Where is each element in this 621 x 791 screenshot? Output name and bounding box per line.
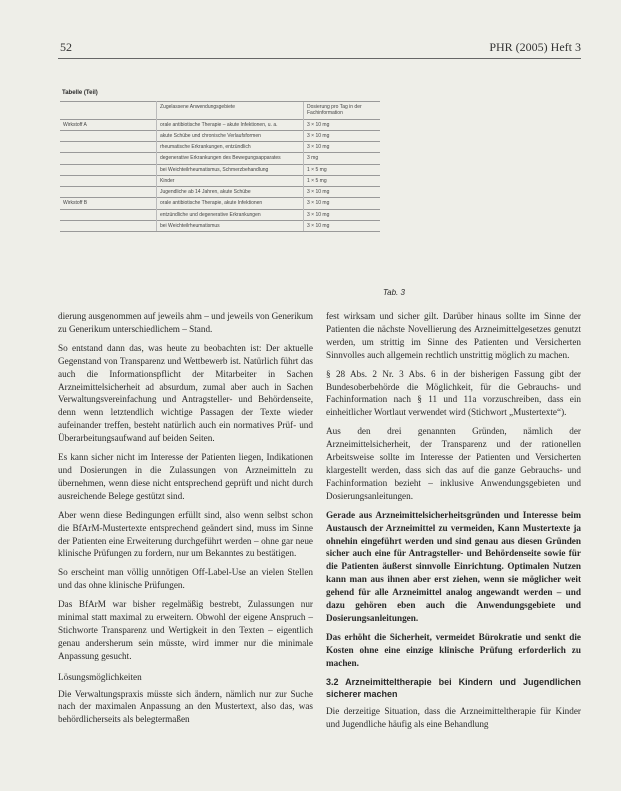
- table-header-indications: Zugelassene Anwendungsgebiete: [157, 102, 304, 120]
- table-cell: [60, 209, 157, 220]
- table-row: [60, 164, 380, 175]
- paragraph: § 28 Abs. 2 Nr. 3 Abs. 6 in der bisherigen Fassung gibt der Bundesoberbehörde die Möglichkeit, für die Gebrauchs- und Fachinformation nach § 11 und 11a vorzuschreiben, dass ein einheitlicher Wortlaut verwendet wird (Stichwort „Mustertexte“).: [326, 368, 581, 418]
- table-cell: rheumatische Erkrankungen, entzündlich: [157, 142, 304, 153]
- paragraph: Das BfArM war bisher regelmäßig bestrebt, Zulassungen nur minimal statt maximal zu erweitern. Obwohl der eigene Anspruch – Stichworte Transparenz und Wertigkeit in den Texten – eigentlich genau andersherum sein müsste, wird immer nur die minimale Anpassung gesucht.: [58, 599, 313, 661]
- paragraph: Die derzeitige Situation, dass die Arzneimitteltherapie für Kinder und Jugendliche häufig als eine Behandlung: [326, 706, 581, 730]
- dosage-table: [60, 101, 380, 232]
- table-header-row: [60, 102, 380, 120]
- table-cell: 3 × 10 mg: [304, 130, 381, 141]
- table-cell: 3 mg: [304, 153, 381, 164]
- left-column: [58, 310, 313, 732]
- table-cell: [60, 175, 157, 186]
- table-cell: orale antibiotische Therapie, akute Infektionen: [157, 198, 304, 209]
- paragraph: So entstand dann das, was heute zu beobachten ist: Der aktuelle Gegenstand von Transparenz und Wettbewerb ist. Natürlich führt das auch die Informationspflicht der Mitarbeiter in Sachen Arzneimittelsicherheit ad absurdum, zumal aber auch in Sachen Verwaltungsvereinfachung und Antragsteller- und Behördenseite, denn wenn letztendlich wichtige Passagen der Texte wieder aufeinander treffen, besteht natürlich auch ein normatives Prüf- und Überarbeitungsaufwand auf beiden Seiten.: [58, 342, 313, 444]
- table-cell: 3 × 10 mg: [304, 119, 381, 130]
- table-cell: [60, 142, 157, 153]
- paragraph: So erscheint man völlig unnötigen Off-Label-Use an vielen Stellen und das ohne klinische Prüfungen.: [58, 567, 313, 591]
- table-cell: 3 × 10 mg: [304, 142, 381, 153]
- table-cell: bei Weichteilrheumatismus, Schmerzbehandlung: [157, 164, 304, 175]
- table-cell: 3 × 10 mg: [304, 209, 381, 220]
- table-row: [60, 187, 380, 198]
- table-cell: [60, 164, 157, 175]
- paragraph: Es kann sicher nicht im Interesse der Patienten liegen, Indikationen und Dosierungen in die Zulassungen von Arzneimitteln zu übernehmen, wenn diese nicht entsprechend geprüft und nicht durch ausreichende Belege gestützt sind.: [58, 452, 313, 501]
- bold-paragraph: Das erhöht die Sicherheit, vermeidet Bürokratie und senkt die Kosten ohne eine einzige klinische Prüfung erforderlich zu machen.: [326, 631, 581, 668]
- section-heading: Lösungsmöglichkeiten: [58, 671, 142, 682]
- table-cell: 3 × 10 mg: [304, 220, 381, 231]
- table-row: [60, 175, 380, 186]
- table-label: Tab. 3: [383, 288, 405, 297]
- table-cell: bei Weichteilrheumatismus: [157, 220, 304, 231]
- table-row: [60, 153, 380, 164]
- bold-paragraph: Gerade aus Arzneimittelsicherheitsgründen und Interesse beim Austausch der Arzneimittel zu vermeiden, Kann Mustertexte ja ohnehin eingeführt werden und sind genau aus diesen Gründen sicher auch eine für Antragsteller- und Behördenseite sowie für die Patienten äußerst sinnvolle Einrichtung. Optimalen Nutzen kann man aus ihnen aber erst ziehen, wenn sie möglicher weit gehend für alle Arzneimittel analog angewandt werden – und dazu gehören eben auch die Anwendungsgebiete und Dosierungsanleitungen.: [326, 509, 581, 623]
- header-rule: [58, 58, 581, 59]
- table-cell: akute Schübe und chronische Verlaufsformen: [157, 130, 304, 141]
- table-cell: Kinder: [157, 175, 304, 186]
- table-cell: [60, 130, 157, 141]
- table-cell: 3 × 10 mg: [304, 198, 381, 209]
- subsection-heading: 3.2 Arzneimitteltherapie bei Kindern und Jugendlichen sicherer machen: [326, 676, 581, 700]
- table-cell: Wirkstoff A: [60, 119, 157, 130]
- table-cell: [60, 153, 157, 164]
- table-cell: [60, 220, 157, 231]
- table-cell: Jugendliche ab 14 Jahren, akute Schübe: [157, 187, 304, 198]
- paragraph: Aber wenn diese Bedingungen erfüllt sind, also wenn selbst schon die BfArM-Mustertexte entsprechend geändert sind, muss im Sinne der Patienten eine Erweiterung durchgeführt werden – ohne gar neue klinische Prüfungen zu fordern, nur um Bekanntes zu bestätigen.: [58, 509, 313, 559]
- paragraph: fest wirksam und sicher gilt. Darüber hinaus sollte im Sinne der Patienten die nächste Novellierung des Arzneimittelgesetzes genutzt werden, um strittig im Sinne des Patienten und Versicherten Sinnvolles auch allgemein rechtlich unstrittig möglich zu machen.: [326, 311, 581, 360]
- table-cell: 1 × 5 mg: [304, 175, 381, 186]
- table-row: [60, 198, 380, 209]
- paragraph: Aus den drei genannten Gründen, nämlich der Arzneimittelsicherheit, der Transparenz und der rationellen Arbeitsweise sollte im Interesse der Patienten und Versicherten klargestellt werden, dass sich das auf die ganze Gebrauchs- und Fachinformation bezieht – inklusive Anwendungsgebieten und Dosierungsanleitungen.: [326, 426, 581, 501]
- right-column: [326, 310, 581, 737]
- table-caption: Tabelle (Teil): [62, 90, 98, 96]
- table-cell: [60, 187, 157, 198]
- table-cell: entzündliche und degenerative Erkrankungen: [157, 209, 304, 220]
- table-row: [60, 142, 380, 153]
- table-row: [60, 209, 380, 220]
- paragraph: Die Verwaltungspraxis müsste sich ändern, nämlich nur zur Suche nach der maximalen Anpassung an den Mustertext, also das, was behördlicherseits als belegtermaßen: [58, 688, 313, 725]
- table-cell: orale antibiotische Therapie – akute Infektionen, u. a.: [157, 119, 304, 130]
- table-cell: 3 × 10 mg: [304, 187, 381, 198]
- table-row: [60, 130, 380, 141]
- page-number: 52: [60, 40, 72, 54]
- table-cell: Wirkstoff B: [60, 198, 157, 209]
- table-row: [60, 119, 380, 130]
- table-row: [60, 220, 380, 231]
- table-cell: 1 × 5 mg: [304, 164, 381, 175]
- paragraph: dierung ausgenommen auf jeweils ahm – und jeweils von Generikum zu Generikum unterschiedlichem – Stand.: [58, 311, 313, 334]
- table-header-dosage: Dosierung pro Tag in der Fachinformation: [304, 102, 381, 120]
- journal-header: PHR (2005) Heft 3: [489, 40, 581, 54]
- table-cell: degenerative Erkrankungen des Bewegungsapparates: [157, 153, 304, 164]
